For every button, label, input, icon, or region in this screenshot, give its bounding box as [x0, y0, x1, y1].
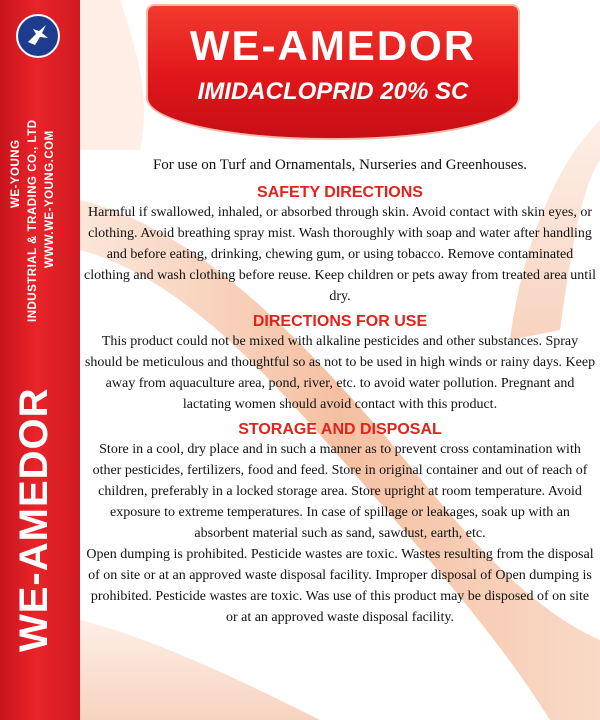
directions-for-use-heading: DIRECTIONS FOR USE [252, 313, 428, 330]
usage-intro: For use on Turf and Ornamentals, Nurseries and Greenhouses. [152, 157, 528, 173]
side-band [0, 0, 80, 720]
safety-directions-heading: SAFETY DIRECTIONS [257, 184, 423, 201]
product-subtitle: IMIDACLOPRID 20% SC [197, 78, 469, 105]
side-brand-title: WE-AMEDOR [12, 387, 56, 652]
header-panel [148, 6, 518, 138]
company-full-name: INDUSTRIAL & TRADING CO., LTD [27, 119, 39, 322]
disposal-text: Open dumping is prohibited. Pesticide wastes are toxic. Wastes resulting from the disposal of on site or at an approved waste disposal facility. Improper disposal of Open dumping is prohibited. Pesticide wastes are toxic. Was use of this product may be disposed of on site or at an approved waste disposal facility. [86, 547, 594, 625]
company-website: WWW.WE-YOUNG.COM [44, 130, 56, 268]
directions-for-use-text: This product could not be mixed with alkaline pesticides and other substances. Spray should be meticulous and thoughtful so as not to be used in high winds or rainy days. Keep away from aquaculture area, pond, river, etc. to avoid water pollution. Pregnant and lactating women should avoid contact with this product. [84, 334, 596, 412]
storage-disposal-heading: STORAGE AND DISPOSAL [238, 421, 442, 438]
safety-directions-text: Harmful if swallowed, inhaled, or absorbed through skin. Avoid contact with skin eyes, or clothing. Avoid breathing spray mist. Wash thoroughly with soap and water after handling and before eating, drinking, chewing gum, or using tobacco. Remove contaminated clothing and wash clothing before reuse. Keep children or pets away from treated area until dry. [84, 205, 596, 304]
storage-text: Store in a cool, dry place and in such a manner as to prevent cross contamination with other pesticides, fertilizers, food and feed. Store in original container and out of reach of children, preferably in a locked storage area. Store upright at room temperature. Avoid exposure to extreme temperatures. In case of spillage or leakages, soak up with an absorbent material such as sand, sawdust, earth, etc. [92, 442, 588, 541]
label-text [80, 150, 600, 628]
brand-title: WE-AMEDOR [189, 22, 477, 69]
we-young-logo-icon [16, 14, 60, 58]
company-name: WE-YOUNG [10, 139, 22, 208]
